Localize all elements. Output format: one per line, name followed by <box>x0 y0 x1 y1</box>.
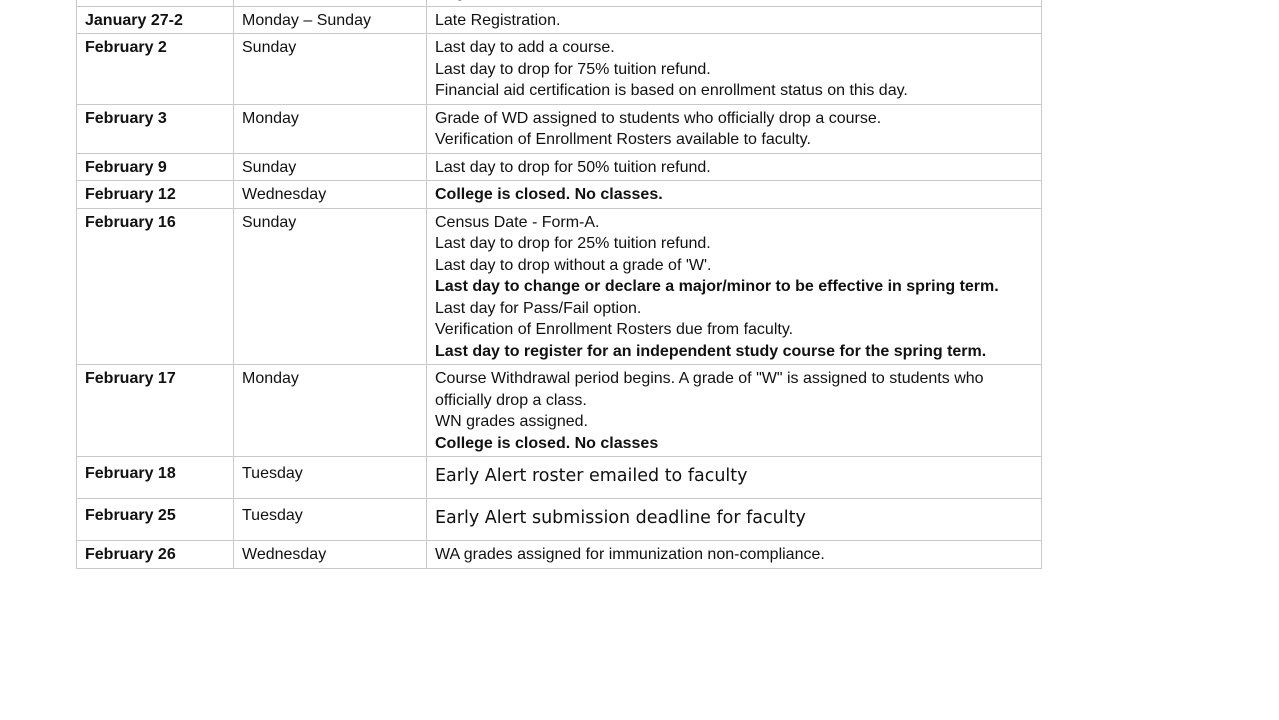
event-line: Early Alert roster emailed to faculty <box>435 466 748 486</box>
day-cell: Monday <box>234 104 427 153</box>
event-line: Late Registration. <box>435 11 561 29</box>
event-cell <box>427 365 1042 457</box>
event-line: Last day for Pass/Fail option. <box>435 299 642 317</box>
event-line: Census Date - Form-A. <box>435 213 600 231</box>
day-cell: Wednesday <box>234 541 427 569</box>
date-cell: February 9 <box>77 153 234 181</box>
date-cell: February 25 <box>77 499 234 541</box>
table-row <box>77 34 1042 105</box>
day-cell: Tuesday <box>234 499 427 541</box>
event-line: WA grades assigned for immunization non-compliance. <box>435 546 825 563</box>
event-cell <box>427 181 1042 209</box>
event-line: Last day to add a course. <box>435 39 615 56</box>
table-row <box>77 104 1042 153</box>
day-cell: Wednesday <box>234 181 427 209</box>
event-line: Financial aid certification is based on enrollment status on this day. <box>435 82 908 99</box>
date-cell: February 12 <box>77 181 234 209</box>
date-cell: February 3 <box>77 104 234 153</box>
date-cell: February 2 <box>77 34 234 105</box>
table-row <box>77 6 1042 34</box>
event-line: Last day to change or declare a major/minor to be effective in spring term. <box>435 278 999 295</box>
event-line: Last day to drop for 75% tuition refund. <box>435 60 711 78</box>
date-cell: February 26 <box>77 541 234 569</box>
event-cell <box>427 541 1042 569</box>
event-line: Last day to drop for 25% tuition refund. <box>435 235 711 252</box>
day-cell: Sunday <box>234 153 427 181</box>
event-line: Grade of WD assigned to students who officially drop a course. <box>435 109 882 127</box>
event-line: Early Alert submission deadline for faculty <box>435 508 806 528</box>
event-cell <box>427 34 1042 105</box>
event-line: Verification of Enrollment Rosters due from faculty. <box>435 321 794 338</box>
event-cell <box>427 6 1042 34</box>
table-row <box>77 499 1042 541</box>
table-row <box>77 153 1042 181</box>
day-cell: Sunday <box>234 208 427 365</box>
day-cell: Sunday <box>234 34 427 105</box>
event-cell <box>427 208 1042 365</box>
event-cell <box>427 153 1042 181</box>
event-cell <box>427 499 1042 541</box>
event-line <box>435 0 1033 4</box>
day-cell: Tuesday <box>234 457 427 499</box>
date-cell: January 27-2 <box>77 6 234 34</box>
event-cell <box>427 104 1042 153</box>
table-row <box>77 208 1042 365</box>
calendar-body <box>77 0 1042 568</box>
table-row <box>77 541 1042 569</box>
event-line: Last day to register for an independent study course for the spring term. <box>435 342 987 360</box>
event-line: Verification of Enrollment Rosters available to faculty. <box>435 131 811 148</box>
date-cell: February 17 <box>77 365 234 457</box>
table-row <box>77 457 1042 499</box>
event-line: Course Withdrawal period begins. A grade of "W" is assigned to students who officially drop a class. <box>435 370 984 409</box>
day-cell: Monday – Sunday <box>234 6 427 34</box>
date-cell: February 16 <box>77 208 234 365</box>
table-row <box>77 181 1042 209</box>
day-cell: Monday <box>234 365 427 457</box>
event-line: College is closed. No classes. <box>435 186 663 203</box>
event-line: College is closed. No classes <box>435 434 659 452</box>
event-line: WN grades assigned. <box>435 413 588 430</box>
event-line: Last day to drop for 50% tuition refund. <box>435 158 711 176</box>
date-cell: February 18 <box>77 457 234 499</box>
academic-calendar-table <box>76 0 1042 569</box>
table-row <box>77 365 1042 457</box>
event-line: Last day to drop without a grade of 'W'. <box>435 256 712 274</box>
event-cell <box>427 457 1042 499</box>
